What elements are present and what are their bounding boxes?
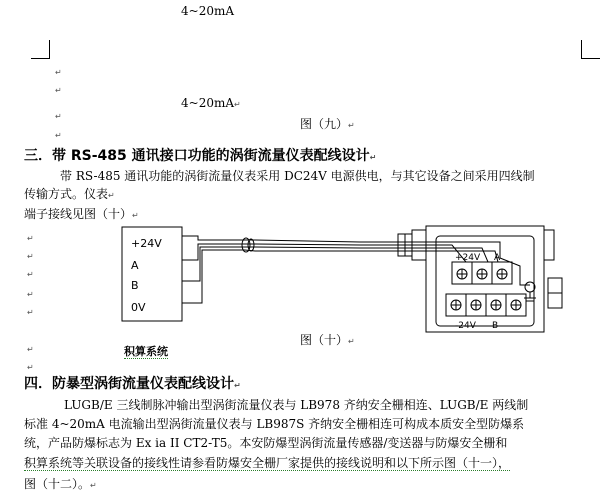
integrator-system-label: 积算系统 xyxy=(124,345,168,358)
bottom-terminal-strip xyxy=(446,294,526,316)
bottom-label-minus24v: -24V xyxy=(455,321,476,331)
paragraph-mark: ↵ xyxy=(27,363,34,372)
section3-line1: 带 RS-485 通讯功能的涡街流量仪表采用 DC24V 电源供电，与其它设备之间采用四线制 xyxy=(60,169,535,183)
paragraph-mark: ↵ xyxy=(27,345,34,354)
paragraph-mark: ↵ xyxy=(27,308,34,317)
left-label-0v: 0V xyxy=(131,301,146,314)
top-label-a: A xyxy=(494,253,501,263)
paragraph-mark: ↵ xyxy=(55,86,62,95)
paragraph-mark: ↵ xyxy=(27,290,34,299)
top-label-24v: +24V xyxy=(455,253,481,263)
paragraph-mark: ↵ xyxy=(108,191,115,200)
section4-line2: 标准 4~20mA 电流输出型涡街流量仪表与 LB987S 齐纳安全栅相连可构成本质安全型防爆系 xyxy=(24,417,525,431)
section4-line3: 统，产品防爆标志为 Ex ia II CT2-T5。本安防爆型涡街流量传感器/变送器与防爆安全栅和 xyxy=(24,436,508,450)
section4-heading: 四．防暴型涡街流量仪表配线设计↵ xyxy=(24,376,241,392)
paragraph-mark: ↵ xyxy=(55,68,62,77)
paragraph-mark: ↵ xyxy=(132,211,139,220)
paragraph-mark: ↵ xyxy=(369,153,377,162)
paragraph-mark: ↵ xyxy=(90,481,97,490)
left-label-a: A xyxy=(131,259,139,272)
paragraph-mark: ↵ xyxy=(234,381,241,390)
section4-line5: 图（十二）。↵ xyxy=(24,477,97,491)
paragraph-mark: ↵ xyxy=(348,121,355,130)
paragraph-mark: ↵ xyxy=(27,252,34,261)
paragraph-mark: ↵ xyxy=(27,270,34,279)
bottom-label-b: B xyxy=(492,321,499,331)
left-label-24v: +24V xyxy=(131,237,162,250)
fig9-caption: 图（九）↵ xyxy=(300,117,355,131)
fig10-caption: 图（十）↵ xyxy=(300,333,355,347)
section4-line4: 积算系统等关联设备的接线性请参看防爆安全栅厂家提供的接线说明和以下所示图（十一）， xyxy=(24,456,511,470)
left-label-b: B xyxy=(131,279,139,292)
paragraph-mark: ↵ xyxy=(55,112,62,121)
section4-line1: LUGB/E 三线制脉冲输出型涡街流量仪表与 LB978 齐纳安全栅相连、LUGB/E 两线制 xyxy=(64,398,529,412)
section3-line2: 传输方式。仪表↵ xyxy=(24,187,115,201)
signal-cable xyxy=(182,236,420,303)
section3-heading: 三．带 RS-485 通讯接口功能的涡街流量仪表配线设计↵ xyxy=(24,148,377,164)
paragraph-mark: ↵ xyxy=(348,337,355,346)
fig9-current-label: 4~20mA↵ xyxy=(181,96,241,110)
paragraph-mark: ↵ xyxy=(55,131,62,140)
paragraph-mark: ↵ xyxy=(234,100,241,109)
top-current-label: 4~20mA xyxy=(181,4,235,18)
paragraph-mark: ↵ xyxy=(27,234,34,243)
section3-line3: 端子接线见图（十）↵ xyxy=(24,207,139,221)
